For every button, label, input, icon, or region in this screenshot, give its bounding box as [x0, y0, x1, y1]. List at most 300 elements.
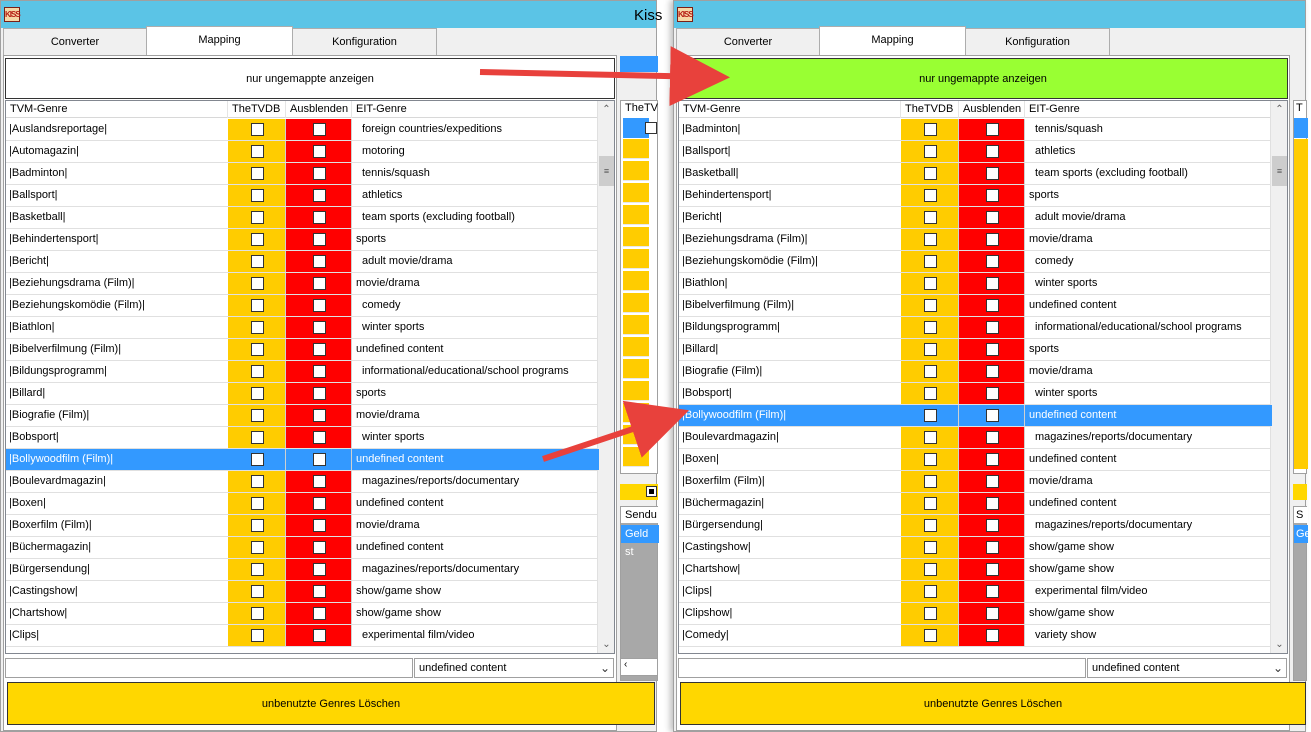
ausblenden-checkbox[interactable] [986, 343, 999, 356]
tvm-genre-cell[interactable]: |Boulevardmagazin| [9, 475, 106, 487]
tab-konfiguration[interactable]: Konfiguration [965, 28, 1110, 55]
eit-genre-cell[interactable]: tennis/squash [362, 167, 430, 179]
thetvdb-checkbox[interactable] [251, 629, 264, 642]
eit-genre-cell[interactable]: winter sports [1035, 387, 1098, 399]
table-row[interactable] [679, 537, 1270, 559]
table-row[interactable] [6, 471, 597, 493]
column-header-tvm-genre[interactable]: TVM-Genre [679, 101, 901, 118]
delete-unused-genres-button[interactable]: unbenutzte Genres Löschen [680, 682, 1306, 725]
eit-genre-cell[interactable]: undefined content [1029, 453, 1117, 465]
side-row[interactable] [623, 161, 649, 181]
eit-genre-cell[interactable]: magazines/reports/documentary [362, 563, 520, 575]
ausblenden-checkbox[interactable] [313, 123, 326, 136]
eit-genre-cell[interactable]: athletics [1035, 145, 1076, 157]
eit-genre-cell[interactable]: variety show [1035, 629, 1097, 641]
table-row[interactable] [6, 603, 597, 625]
new-genre-input[interactable] [5, 658, 413, 678]
tvm-genre-cell[interactable]: |Boxerfilm (Film)| [9, 519, 92, 531]
tvm-genre-cell[interactable]: |Bürgersendung| [682, 519, 763, 531]
ausblenden-checkbox[interactable] [313, 585, 326, 598]
tvm-genre-cell[interactable]: |Auslandsreportage| [9, 123, 108, 135]
tvm-genre-cell[interactable]: |Clips| [9, 629, 40, 641]
table-row[interactable] [6, 581, 597, 603]
thetvdb-checkbox[interactable] [924, 607, 937, 620]
ausblenden-checkbox[interactable] [313, 255, 326, 268]
thetvdb-checkbox[interactable] [924, 431, 937, 444]
ausblenden-checkbox[interactable] [986, 255, 999, 268]
tvm-genre-cell[interactable]: |Basketball| [682, 167, 739, 179]
ausblenden-checkbox[interactable] [313, 607, 326, 620]
tvm-genre-cell[interactable]: |Boxen| [682, 453, 719, 465]
table-row-selected[interactable] [679, 405, 1270, 427]
table-row[interactable] [6, 185, 597, 207]
thetvdb-checkbox[interactable] [924, 277, 937, 290]
column-header-thetvdb[interactable]: TheTVDB [228, 101, 286, 118]
table-row[interactable] [6, 273, 597, 295]
tvm-genre-cell[interactable]: |Billard| [9, 387, 46, 399]
table-row[interactable] [6, 537, 597, 559]
ausblenden-checkbox[interactable] [986, 145, 999, 158]
side-row[interactable] [623, 227, 649, 247]
eit-genre-cell[interactable]: team sports (excluding football) [362, 211, 515, 223]
ausblenden-checkbox[interactable] [986, 629, 999, 642]
table-row[interactable] [6, 559, 597, 581]
side-row[interactable] [623, 139, 649, 159]
side-list-item[interactable]: Ge [1294, 525, 1308, 543]
thetvdb-checkbox[interactable] [924, 299, 937, 312]
eit-genre-cell[interactable]: undefined content [352, 449, 599, 470]
eit-genre-cell[interactable]: winter sports [1035, 277, 1098, 289]
eit-genre-cell[interactable]: team sports (excluding football) [1035, 167, 1188, 179]
grid-vertical-scrollbar[interactable] [1270, 101, 1287, 653]
thetvdb-checkbox[interactable] [251, 409, 264, 422]
column-header-ausblenden[interactable]: Ausblenden [959, 101, 1025, 118]
table-row[interactable] [6, 515, 597, 537]
table-row[interactable] [679, 515, 1270, 537]
thetvdb-checkbox[interactable] [924, 123, 937, 136]
eit-genre-cell[interactable]: show/game show [1029, 607, 1114, 619]
column-header-tvm-genre[interactable]: TVM-Genre [6, 101, 228, 118]
ausblenden-checkbox[interactable] [313, 519, 326, 532]
thetvdb-checkbox[interactable] [251, 607, 264, 620]
title-bar[interactable] [674, 1, 1305, 28]
thetvdb-checkbox[interactable] [251, 123, 264, 136]
eit-genre-cell[interactable]: experimental film/video [362, 629, 475, 641]
table-row[interactable] [6, 163, 597, 185]
thetvdb-cell [228, 493, 286, 514]
ausblenden-checkbox[interactable] [313, 387, 326, 400]
tvm-genre-cell[interactable]: |Comedy| [682, 629, 729, 641]
side-row[interactable] [623, 381, 649, 401]
thetvdb-cell [901, 471, 959, 492]
tvm-genre-cell[interactable]: |Boxen| [9, 497, 46, 509]
thetvdb-checkbox[interactable] [251, 365, 264, 378]
eit-genre-cell[interactable]: comedy [362, 299, 401, 311]
side-row[interactable] [623, 403, 649, 423]
thetvdb-checkbox[interactable] [924, 519, 937, 532]
thetvdb-checkbox[interactable] [251, 497, 264, 510]
thetvdb-checkbox[interactable] [924, 629, 937, 642]
eit-genre-cell[interactable]: undefined content [356, 541, 444, 553]
side-row[interactable] [623, 271, 649, 291]
ausblenden-checkbox[interactable] [313, 211, 326, 224]
table-row[interactable] [679, 119, 1270, 141]
side-row[interactable] [623, 249, 649, 269]
new-genre-input[interactable] [678, 658, 1086, 678]
tvm-genre-cell[interactable]: |Bibelverfilmung (Film)| [682, 299, 795, 311]
thetvdb-checkbox[interactable] [924, 365, 937, 378]
table-row[interactable] [679, 141, 1270, 163]
ausblenden-checkbox[interactable] [986, 453, 999, 466]
eit-genre-cell[interactable]: undefined content [356, 343, 444, 355]
eit-genre-cell[interactable]: undefined content [356, 497, 444, 509]
thetvdb-checkbox[interactable] [924, 497, 937, 510]
table-row[interactable] [6, 119, 597, 141]
ausblenden-checkbox[interactable] [313, 277, 326, 290]
tvm-genre-cell[interactable]: |Biografie (Film)| [9, 409, 90, 421]
chevron-up-icon[interactable]: ⌃ [602, 104, 611, 115]
eit-genre-cell[interactable]: adult movie/drama [1035, 211, 1126, 223]
ausblenden-checkbox[interactable] [313, 299, 326, 312]
tvm-genre-cell[interactable]: |Behindertensport| [9, 233, 99, 245]
side-row[interactable] [623, 315, 649, 335]
tvm-genre-cell[interactable]: |Bericht| [9, 255, 49, 267]
eit-genre-cell[interactable]: movie/drama [1029, 475, 1093, 487]
column-header-eit-genre[interactable]: EIT-Genre [1025, 101, 1275, 118]
filter-unmapped-button[interactable]: nur ungemappte anzeigen [5, 58, 615, 99]
eit-genre-cell[interactable]: winter sports [362, 431, 425, 443]
eit-genre-cell[interactable]: magazines/reports/documentary [1035, 431, 1193, 443]
ausblenden-checkbox[interactable] [986, 585, 999, 598]
ausblenden-checkbox[interactable] [986, 321, 999, 334]
eit-genre-cell[interactable]: magazines/reports/documentary [362, 475, 520, 487]
eit-genre-cell[interactable]: informational/educational/school programs [1035, 321, 1242, 333]
thetvdb-checkbox[interactable] [251, 167, 264, 180]
side-row[interactable] [623, 425, 649, 445]
ausblenden-checkbox[interactable] [313, 475, 326, 488]
scrollbar-thumb[interactable]: ≡ [1272, 156, 1287, 186]
thetvdb-checkbox[interactable] [251, 277, 264, 290]
table-row[interactable] [6, 295, 597, 317]
tvm-genre-cell[interactable]: |Automagazin| [9, 145, 79, 157]
eit-genre-cell[interactable]: show/game show [1029, 541, 1114, 553]
ausblenden-checkbox[interactable] [313, 453, 326, 466]
thetvdb-checkbox[interactable] [251, 541, 264, 554]
column-header-eit-genre[interactable]: EIT-Genre [352, 101, 602, 118]
ausblenden-checkbox[interactable] [313, 233, 326, 246]
tvm-genre-cell[interactable]: |Bibelverfilmung (Film)| [9, 343, 122, 355]
side-row[interactable] [623, 447, 649, 467]
tvm-genre-cell[interactable]: |Bobsport| [682, 387, 732, 399]
tvm-genre-cell[interactable]: |Badminton| [682, 123, 741, 135]
eit-genre-cell[interactable]: sports [1029, 343, 1059, 355]
ausblenden-checkbox[interactable] [313, 431, 326, 444]
eit-genre-cell[interactable]: experimental film/video [1035, 585, 1148, 597]
table-row-selected[interactable] [6, 449, 597, 471]
table-row[interactable] [679, 427, 1270, 449]
table-row[interactable] [679, 625, 1270, 647]
column-header-thetvdb[interactable]: TheTVDB [901, 101, 959, 118]
tvm-genre-cell[interactable]: |Büchermagazin| [682, 497, 765, 509]
thetvdb-checkbox[interactable] [251, 453, 264, 466]
ausblenden-checkbox[interactable] [986, 123, 999, 136]
eit-genre-cell[interactable]: show/game show [356, 607, 441, 619]
eit-genre-dropdown[interactable] [414, 658, 614, 678]
tvm-genre-cell[interactable]: |Boxerfilm (Film)| [682, 475, 765, 487]
chevron-down-icon[interactable]: ⌄ [1275, 639, 1284, 650]
thetvdb-checkbox[interactable] [924, 189, 937, 202]
thetvdb-checkbox[interactable] [251, 255, 264, 268]
tvm-genre-cell[interactable]: |Büchermagazin| [9, 541, 92, 553]
table-row[interactable] [679, 185, 1270, 207]
tvm-genre-cell[interactable]: |Bericht| [682, 211, 722, 223]
eit-genre-cell[interactable]: comedy [1035, 255, 1074, 267]
title-bar[interactable] [1, 1, 663, 28]
ausblenden-checkbox[interactable] [313, 343, 326, 356]
ausblenden-checkbox[interactable] [313, 563, 326, 576]
side-row[interactable] [623, 337, 649, 357]
tvm-genre-cell[interactable]: |Biathlon| [682, 277, 728, 289]
eit-genre-cell[interactable]: movie/drama [356, 277, 420, 289]
side-checkbox[interactable] [646, 486, 657, 497]
thetvdb-checkbox[interactable] [924, 453, 937, 466]
tvm-genre-cell[interactable]: |Bobsport| [9, 431, 59, 443]
tvm-genre-cell[interactable]: |Basketball| [9, 211, 66, 223]
thetvdb-checkbox[interactable] [924, 145, 937, 158]
side-broadcast-list [1293, 506, 1311, 681]
table-row[interactable] [6, 427, 597, 449]
table-row[interactable] [679, 471, 1270, 493]
ausblenden-checkbox[interactable] [986, 299, 999, 312]
ausblenden-checkbox[interactable] [986, 475, 999, 488]
ausblenden-checkbox[interactable] [986, 497, 999, 510]
eit-genre-cell[interactable]: movie/drama [1029, 365, 1093, 377]
ausblenden-checkbox[interactable] [986, 365, 999, 378]
scrollbar-thumb[interactable]: ≡ [599, 156, 614, 186]
table-row[interactable] [679, 163, 1270, 185]
thetvdb-checkbox[interactable] [924, 233, 937, 246]
eit-genre-cell[interactable]: undefined content [1029, 497, 1117, 509]
table-row[interactable] [6, 361, 597, 383]
side-row[interactable] [623, 183, 649, 203]
eit-genre-cell[interactable]: sports [356, 233, 386, 245]
table-row[interactable] [6, 493, 597, 515]
table-row[interactable] [679, 603, 1270, 625]
tvm-genre-cell[interactable]: |Bollywoodfilm (Film)| [6, 449, 228, 470]
ausblenden-checkbox[interactable] [986, 167, 999, 180]
eit-genre-cell[interactable]: movie/drama [1029, 233, 1093, 245]
tvm-genre-cell[interactable]: |Biografie (Film)| [682, 365, 763, 377]
tvm-genre-cell[interactable]: |Beziehungskomödie (Film)| [9, 299, 145, 311]
table-row[interactable] [679, 207, 1270, 229]
ausblenden-checkbox[interactable] [986, 277, 999, 290]
eit-genre-cell[interactable]: sports [1029, 189, 1059, 201]
side-selected-row[interactable] [1294, 118, 1308, 138]
thetvdb-checkbox[interactable] [251, 321, 264, 334]
column-header-ausblenden[interactable]: Ausblenden [286, 101, 352, 118]
thetvdb-checkbox[interactable] [924, 409, 937, 422]
ausblenden-checkbox[interactable] [986, 409, 999, 422]
table-row[interactable] [679, 383, 1270, 405]
eit-genre-cell[interactable]: sports [356, 387, 386, 399]
tvm-genre-cell[interactable]: |Badminton| [9, 167, 68, 179]
filter-unmapped-button[interactable]: nur ungemappte anzeigen [678, 58, 1288, 99]
ausblenden-checkbox[interactable] [313, 189, 326, 202]
tvm-genre-cell[interactable]: |Biathlon| [9, 321, 55, 333]
eit-genre-dropdown[interactable] [1087, 658, 1287, 678]
table-row[interactable] [679, 581, 1270, 603]
side-row[interactable] [623, 205, 649, 225]
tvm-genre-cell[interactable]: |Bollywoodfilm (Film)| [679, 405, 901, 426]
tvm-genre-cell[interactable]: |Ballsport| [682, 145, 731, 157]
tvm-genre-cell[interactable]: |Bildungsprogramm| [682, 321, 781, 333]
table-row[interactable] [679, 229, 1270, 251]
ausblenden-checkbox[interactable] [313, 145, 326, 158]
tvm-genre-cell[interactable]: |Beziehungsdrama (Film)| [9, 277, 135, 289]
table-row[interactable] [6, 625, 597, 647]
ausblenden-checkbox[interactable] [313, 321, 326, 334]
thetvdb-checkbox[interactable] [251, 189, 264, 202]
table-row[interactable] [679, 317, 1270, 339]
tvm-genre-cell[interactable]: |Boulevardmagazin| [682, 431, 779, 443]
eit-genre-cell[interactable]: informational/educational/school programs [362, 365, 569, 377]
grid-vertical-scrollbar[interactable] [597, 101, 614, 653]
eit-genre-cell[interactable]: foreign countries/expeditions [362, 123, 503, 135]
chevron-down-icon[interactable]: ⌄ [602, 639, 611, 650]
table-row[interactable] [6, 339, 597, 361]
table-row[interactable] [6, 207, 597, 229]
table-row[interactable] [679, 339, 1270, 361]
thetvdb-checkbox[interactable] [924, 387, 937, 400]
table-row[interactable] [679, 251, 1270, 273]
chevron-up-icon[interactable]: ⌃ [1275, 104, 1284, 115]
eit-genre-cell[interactable]: tennis/squash [1035, 123, 1103, 135]
thetvdb-checkbox[interactable] [251, 563, 264, 576]
table-row[interactable] [679, 559, 1270, 581]
ausblenden-checkbox[interactable] [313, 497, 326, 510]
ausblenden-checkbox[interactable] [986, 387, 999, 400]
ausblenden-checkbox[interactable] [986, 607, 999, 620]
eit-genre-cell[interactable]: show/game show [356, 585, 441, 597]
tvm-genre-cell[interactable]: |Ballsport| [9, 189, 58, 201]
table-row[interactable] [679, 493, 1270, 515]
thetvdb-checkbox[interactable] [924, 563, 937, 576]
thetvdb-checkbox[interactable] [251, 519, 264, 532]
table-row[interactable] [679, 295, 1270, 317]
thetvdb-checkbox[interactable] [924, 321, 937, 334]
ausblenden-checkbox[interactable] [986, 563, 999, 576]
thetvdb-checkbox[interactable] [924, 343, 937, 356]
table-row[interactable] [6, 383, 597, 405]
thetvdb-checkbox[interactable] [251, 343, 264, 356]
thetvdb-checkbox[interactable] [924, 475, 937, 488]
tvm-genre-cell[interactable]: |Beziehungsdrama (Film)| [682, 233, 808, 245]
table-row[interactable] [6, 251, 597, 273]
thetvdb-checkbox[interactable] [251, 431, 264, 444]
ausblenden-cell [959, 405, 1025, 426]
tvm-genre-cell[interactable]: |Castingshow| [9, 585, 78, 597]
thetvdb-checkbox[interactable] [251, 585, 264, 598]
tab-mapping[interactable]: Mapping [146, 26, 293, 56]
tvm-genre-cell[interactable]: |Billard| [682, 343, 719, 355]
tab-strip [1, 28, 656, 56]
eit-genre-cell[interactable]: undefined content [1025, 405, 1272, 426]
tvm-genre-cell[interactable]: |Beziehungskomödie (Film)| [682, 255, 818, 267]
tab-konfiguration[interactable]: Konfiguration [292, 28, 437, 55]
thetvdb-checkbox[interactable] [924, 167, 937, 180]
side-selected-row[interactable] [623, 118, 649, 138]
eit-genre-cell[interactable]: show/game show [1029, 563, 1114, 575]
thetvdb-checkbox[interactable] [924, 541, 937, 554]
tvm-genre-cell[interactable]: |Castingshow| [682, 541, 751, 553]
side-checkbox[interactable] [645, 122, 657, 134]
ausblenden-checkbox[interactable] [313, 629, 326, 642]
tvm-genre-cell[interactable]: |Chartshow| [9, 607, 68, 619]
side-row[interactable] [623, 293, 649, 313]
ausblenden-checkbox[interactable] [986, 233, 999, 246]
tvm-genre-cell[interactable]: |Behindertensport| [682, 189, 772, 201]
eit-genre-cell[interactable]: adult movie/drama [362, 255, 453, 267]
table-row[interactable] [6, 405, 597, 427]
side-list-item[interactable]: Geld st [621, 525, 659, 543]
eit-genre-cell[interactable]: movie/drama [356, 409, 420, 421]
ausblenden-checkbox[interactable] [313, 541, 326, 554]
table-row[interactable] [679, 273, 1270, 295]
tvm-genre-cell[interactable]: |Bürgersendung| [9, 563, 90, 575]
eit-genre-cell[interactable]: magazines/reports/documentary [1035, 519, 1193, 531]
thetvdb-checkbox[interactable] [251, 299, 264, 312]
ausblenden-checkbox[interactable] [986, 519, 999, 532]
thetvdb-checkbox[interactable] [251, 211, 264, 224]
thetvdb-checkbox[interactable] [251, 233, 264, 246]
table-row[interactable] [6, 141, 597, 163]
thetvdb-checkbox[interactable] [924, 585, 937, 598]
ausblenden-checkbox[interactable] [986, 211, 999, 224]
eit-genre-cell[interactable]: movie/drama [356, 519, 420, 531]
ausblenden-checkbox[interactable] [986, 541, 999, 554]
eit-genre-cell[interactable]: motoring [362, 145, 405, 157]
tab-converter[interactable]: Converter [3, 28, 147, 55]
tvm-genre-cell[interactable]: |Chartshow| [682, 563, 741, 575]
tvm-genre-cell[interactable]: |Clips| [682, 585, 713, 597]
eit-genre-cell[interactable]: undefined content [1029, 299, 1117, 311]
thetvdb-checkbox[interactable] [924, 255, 937, 268]
thetvdb-checkbox[interactable] [251, 145, 264, 158]
thetvdb-checkbox[interactable] [251, 387, 264, 400]
table-row[interactable] [679, 361, 1270, 383]
ausblenden-checkbox[interactable] [313, 167, 326, 180]
table-row[interactable] [679, 449, 1270, 471]
thetvdb-checkbox[interactable] [251, 475, 264, 488]
table-row[interactable] [6, 229, 597, 251]
tab-converter[interactable]: Converter [676, 28, 820, 55]
side-row[interactable] [623, 359, 649, 379]
ausblenden-checkbox[interactable] [986, 189, 999, 202]
ausblenden-checkbox[interactable] [986, 431, 999, 444]
ausblenden-checkbox[interactable] [313, 409, 326, 422]
chevron-left-icon[interactable]: ‹ [620, 658, 658, 676]
thetvdb-checkbox[interactable] [924, 211, 937, 224]
ausblenden-checkbox[interactable] [313, 365, 326, 378]
tvm-genre-cell[interactable]: |Bildungsprogramm| [9, 365, 108, 377]
tab-mapping[interactable]: Mapping [819, 26, 966, 56]
eit-genre-cell[interactable]: winter sports [362, 321, 425, 333]
ausblenden-cell [959, 251, 1025, 272]
eit-genre-cell[interactable]: athletics [362, 189, 403, 201]
tvm-genre-cell[interactable]: |Clipshow| [682, 607, 733, 619]
table-row[interactable] [6, 317, 597, 339]
delete-unused-genres-button[interactable]: unbenutzte Genres Löschen [7, 682, 655, 725]
